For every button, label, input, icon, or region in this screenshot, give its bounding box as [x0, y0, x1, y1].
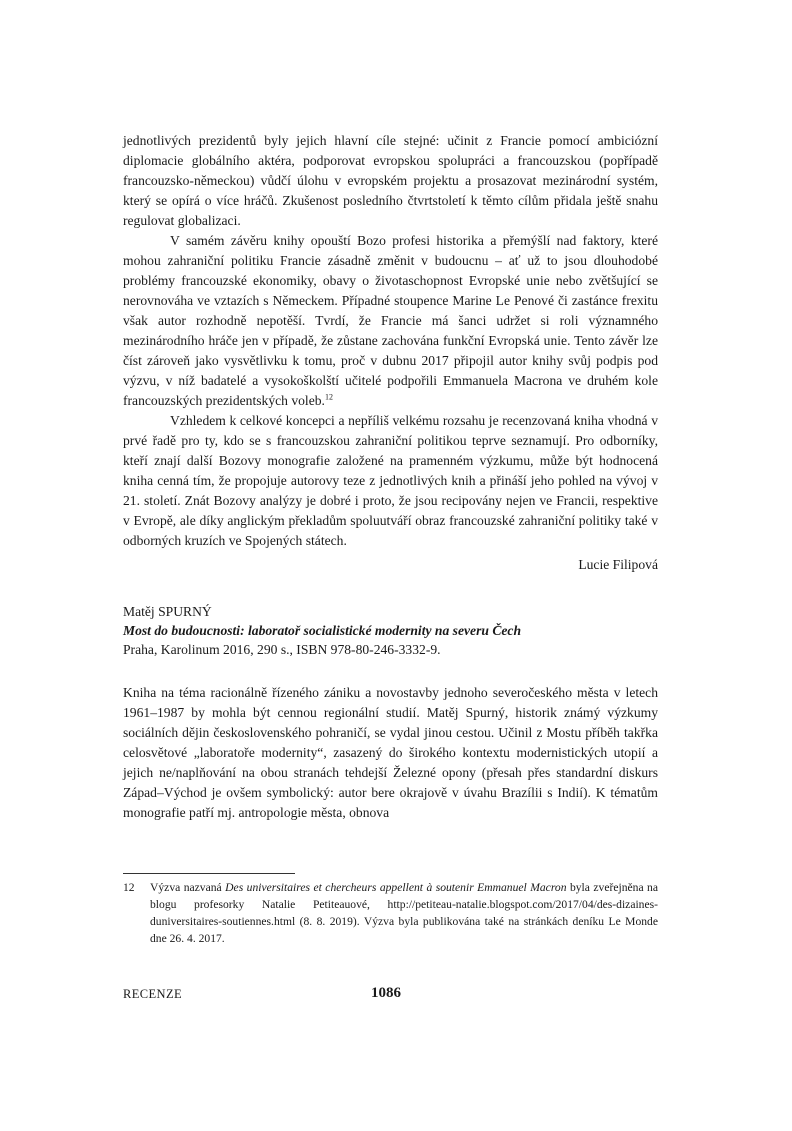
footnote-rest: byla zveřejněna na blogu profesorky Natalie Petiteauové, http://petiteau-natalie.blogspot.com/2017/04/des-dizaines-duniversitaires-soutiennes.html (8. 8. 2019). Výzva byla publikována také na stránkách deníku Le Monde dne 26. 4. 2017.: [150, 881, 658, 945]
review-body: [123, 683, 658, 823]
footnote: [123, 879, 658, 947]
running-title: RECENZE: [123, 987, 183, 1001]
paragraph: Vzhledem k celkové koncepci a nepříliš velkému rozsahu je recenzovaná kniha vhodná v prvé řadě pro ty, kdo se s francouzskou zahraniční politikou teprve seznamují. Pro odborníky, kteří znají další Bozovy monografie založené na pramenném výzkumu, může být hodnocená kniha cenná tím, že propojuje autorovy teze z jednotlivých knih a přináší jeho pohled na vývoj v 21. století. Znát Bozovy analýzy je dobré i proto, že jsou recipovány nejen ve Francii, respektive v Evropě, ale díky anglickým překladům spoluutváří obraz francouzské zahraniční politiky také v odborných kruzích ve Spojených státech.: [123, 413, 658, 548]
book-publication: Praha, Karolinum 2016, 290 s., ISBN 978-80-246-3332-9.: [123, 642, 441, 657]
footnote-italic-title: Des universitaires et chercheurs appellent à soutenir Emmanuel Macron: [225, 881, 567, 894]
footnote-number: 12: [123, 881, 135, 894]
paragraph-with-footnote: [123, 231, 658, 411]
footnote-lead: Výzva nazvaná: [150, 881, 226, 894]
footnote-divider: [123, 873, 295, 874]
book-author: Matěj SPURNÝ: [123, 604, 212, 619]
paragraph-text: V samém závěru knihy opouští Bozo profesi historika a přemýšlí nad faktory, které mohou zahraniční politiku Francie zásadně změnit v budoucnu – ať už to jsou dlouhodobé problémy francouzské ekonomiky, obavy o životaschopnost Evropské unie nebo zvětšující se nerovnováha ve vztazích s Německem. Případné stoupence Marine Le Penové či zastánce frexitu však autor rozhodně nepotěší. Tvrdí, že Francie má šanci udržet si roli významného mezinárodního hráče jen v případě, že zůstane zachována funkční Evropská unie. Tento závěr lze číst zároveň jako vysvětlivku k tomu, proč v dubnu 2017 připojil autor knihy svůj podpis pod výzvu, v níž badatelé a vysokoškolští učitelé podpořili Emmanuela Macrona ve druhém kole francouzských prezidentských voleb.: [123, 233, 658, 408]
paragraph: jednotlivých prezidentů byly jejich hlavní cíle stejné: učinit z Francie pomocí ambiciózní diplomacie globálního aktéra, podporovat evropskou spolupráci a francouzskou (popřípadě francouzsko-německou) vůdčí úlohu v evropském projektu a prosazovat mezinárodní systém, který se opírá o více hráčů. Zkušenost posledního čtvrtstoletí k těmto cílům přidala ještě snahu regulovat globalizaci.: [123, 133, 658, 228]
reviewer-signature: Lucie Filipová: [578, 557, 658, 572]
review-continuation: [123, 131, 658, 575]
book-title: Most do budoucnosti: laboratoř socialistické modernity na severu Čech: [123, 623, 522, 638]
book-header: [123, 602, 658, 659]
footnote-reference[interactable]: 12: [324, 392, 333, 402]
paragraph: Kniha na téma racionálně řízeného zániku a novostavby jednoho severočeského města v letech 1961–1987 by mohla být cennou regionální studií. Matěj Spurný, historik známý výzkumy sociálních dějin československého pohraničí, se vydal jinou cestou. Učinil z Mostu příběh takřka celosvětové „laboratoře modernity“, zasazený do širokého kontextu modernistických utopií a jejich ne/naplňování na obou stranách tehdejší Železné opony (přesah přes standardní diskurs Západ–Východ je ovšem symbolický: autor bere okrajově v úvahu Brazílii s Indií). K tématům monografie patří mj. antropologie města, obnova: [123, 685, 658, 820]
page-number: 1086: [371, 985, 401, 1001]
footnote-text: [150, 879, 658, 947]
